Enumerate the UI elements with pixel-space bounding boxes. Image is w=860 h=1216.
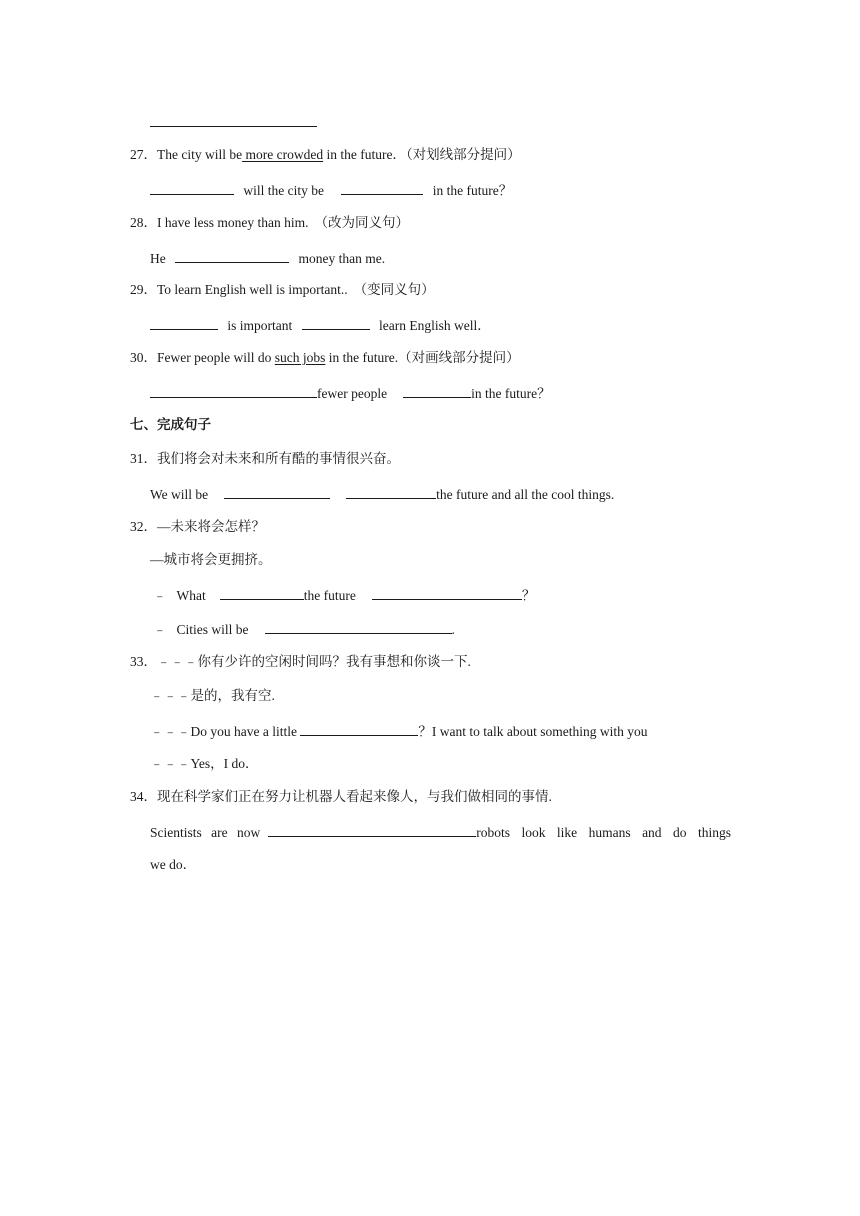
- answer-text: ？I want to talk about something with you: [418, 724, 648, 739]
- question-27: [130, 146, 521, 164]
- instruction: （对画线部分提问）: [398, 350, 520, 365]
- question-number: 32．: [130, 519, 157, 534]
- instruction: （改为同义句）: [314, 215, 409, 230]
- answer-34-line1: [150, 822, 731, 842]
- answer-text: money than me.: [295, 251, 386, 266]
- chinese-prompt: ﹣﹣﹣你有少许的空闲时间吗？我有事想和你谈一下.: [157, 654, 471, 669]
- question-text: The city will be: [157, 147, 243, 162]
- answer-text: learn English well．: [375, 318, 491, 333]
- answer-29: [150, 315, 491, 335]
- chinese-prompt-line2: [150, 687, 275, 705]
- answer-blank[interactable]: [220, 585, 304, 600]
- question-text: in the future．: [323, 147, 406, 162]
- answer-blank[interactable]: [150, 383, 317, 398]
- answer-text: He: [150, 251, 170, 266]
- answer-text: the future: [303, 588, 356, 603]
- underlined-text: more crowded: [242, 147, 324, 162]
- question-text: I have less money than him.: [157, 215, 309, 230]
- question-number: 31．: [130, 451, 157, 466]
- question-number: 34．: [130, 789, 157, 804]
- question-34: [130, 788, 552, 806]
- answer-text: .: [451, 622, 455, 637]
- answer-27: [150, 180, 512, 200]
- answer-blank[interactable]: [346, 484, 436, 499]
- question-number: 30．: [130, 350, 157, 365]
- answer-blank[interactable]: [302, 315, 370, 330]
- answer-blank[interactable]: [268, 822, 476, 837]
- answer-text: fewer people: [317, 386, 388, 401]
- answer-text: ？: [521, 588, 536, 603]
- answer-text: the future and all the cool things.: [436, 487, 615, 502]
- question-28: [130, 214, 409, 232]
- answer-33-line1: [150, 721, 647, 741]
- answer-blank[interactable]: [265, 619, 452, 634]
- dash: ﹣: [153, 588, 167, 603]
- answer-blank[interactable]: [224, 484, 330, 499]
- chinese-prompt: ﹣﹣﹣是的，我有空.: [150, 688, 275, 703]
- answer-text: ﹣﹣﹣Yes，I do．: [150, 756, 259, 771]
- section-title: 七、完成句子: [130, 417, 211, 432]
- answer-text: What: [176, 588, 206, 603]
- answer-30: [150, 383, 551, 403]
- question-30: [130, 349, 520, 367]
- question-text: Fewer people will do: [157, 350, 275, 365]
- answer-text: in the future？: [429, 183, 513, 198]
- answer-blank[interactable]: [175, 248, 289, 263]
- instruction: （变同义句）: [353, 282, 435, 297]
- answer-blank[interactable]: [341, 180, 423, 195]
- answer-text: in the future？: [471, 386, 551, 401]
- answer-line-prev: [150, 112, 317, 132]
- answer-blank[interactable]: [372, 585, 522, 600]
- answer-28: [150, 248, 385, 268]
- answer-text: Scientists are now: [150, 825, 261, 840]
- answer-34-line2: [150, 856, 196, 874]
- answer-text: will the city be: [240, 183, 328, 198]
- question-number: 28．: [130, 215, 157, 230]
- answer-text: is important: [224, 318, 296, 333]
- chinese-prompt: 现在科学家们正在努力让机器人看起来像人，与我们做相同的事情.: [157, 789, 552, 804]
- question-33: [130, 653, 471, 671]
- chinese-prompt: —未来将会怎样？: [157, 519, 265, 534]
- question-number: 27．: [130, 147, 157, 162]
- answer-text: robots look like humans and do things: [476, 825, 731, 840]
- question-text: in the future.: [325, 350, 399, 365]
- question-32: [130, 518, 265, 536]
- answer-blank[interactable]: [150, 315, 218, 330]
- answer-33-line2: [150, 755, 259, 773]
- answer-blank[interactable]: [403, 383, 471, 398]
- chinese-prompt-line2: [150, 551, 272, 569]
- question-31: [130, 450, 400, 468]
- answer-32-line1: [153, 585, 535, 605]
- dash: ﹣: [153, 622, 167, 637]
- answer-text: we do．: [150, 857, 197, 872]
- underlined-text: such jobs: [274, 350, 326, 365]
- answer-text: Cities will be: [176, 622, 249, 637]
- chinese-prompt: 我们将会对未来和所有酷的事情很兴奋。: [157, 451, 400, 466]
- answer-text: We will be: [150, 487, 209, 502]
- question-29: [130, 281, 435, 299]
- answer-31: [150, 484, 614, 504]
- question-text: To learn English well is important..: [157, 282, 348, 297]
- answer-32-line2: [153, 619, 455, 639]
- blank: [150, 112, 317, 127]
- answer-text: ﹣﹣﹣Do you have a little: [150, 724, 301, 739]
- instruction: （对划线部分提问）: [405, 147, 521, 162]
- answer-blank[interactable]: [150, 180, 234, 195]
- question-number: 29．: [130, 282, 157, 297]
- chinese-prompt: —城市将会更拥挤。: [150, 552, 272, 567]
- answer-blank[interactable]: [300, 721, 418, 736]
- question-number: 33．: [130, 654, 157, 669]
